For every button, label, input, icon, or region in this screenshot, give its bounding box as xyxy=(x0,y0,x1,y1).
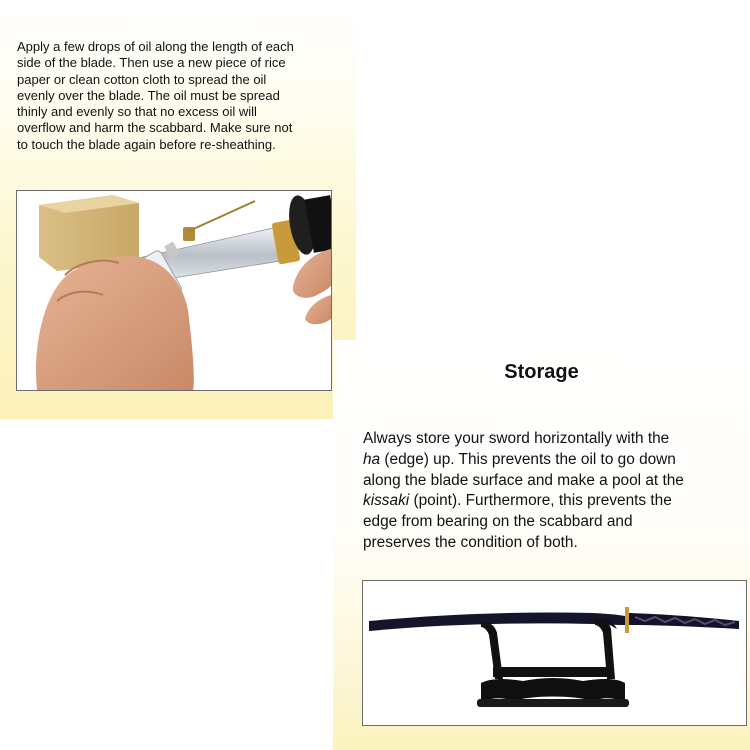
stand-foot xyxy=(477,699,629,707)
storage-line: (point). Furthermore, this prevents the xyxy=(409,492,672,510)
tsuba-guard xyxy=(625,607,629,633)
right-fingers xyxy=(305,295,331,324)
stand-crossbeam xyxy=(493,667,613,677)
oil-instructions-text: Apply a few drops of oil along the length of each side of the blade. Then use a new piece of rice paper or clean cotton cloth to spread the oil evenly over the blade. The oil must be spread thinly and evenly so that no excess oil will overflow and harm the scabbard. Make sure not to touch the blade again before re-sheathing. xyxy=(17,39,294,152)
storage-line: (edge) up. This prevents the oil to go down xyxy=(380,450,676,468)
oiling-blade-photo xyxy=(16,190,332,391)
storage-text xyxy=(363,429,748,554)
scabbard xyxy=(369,612,625,631)
storage-heading: Storage xyxy=(504,361,579,383)
storage-line: edge from bearing on the scabbard and xyxy=(363,513,633,531)
sword-on-stand-illustration xyxy=(363,581,746,725)
left-hand xyxy=(36,256,194,390)
oiling-blade-illustration xyxy=(17,191,331,390)
storage-line: along the blade surface and make a pool at the xyxy=(363,471,684,489)
storage-line: Always store your sword horizontally with the xyxy=(363,430,670,447)
oil-cap-stick xyxy=(189,201,255,231)
storage-line: preserves the condition of both. xyxy=(363,533,578,551)
kissaki-term: kissaki xyxy=(363,492,410,510)
ha-term: ha xyxy=(363,450,381,468)
sword-stand-photo xyxy=(362,580,747,726)
